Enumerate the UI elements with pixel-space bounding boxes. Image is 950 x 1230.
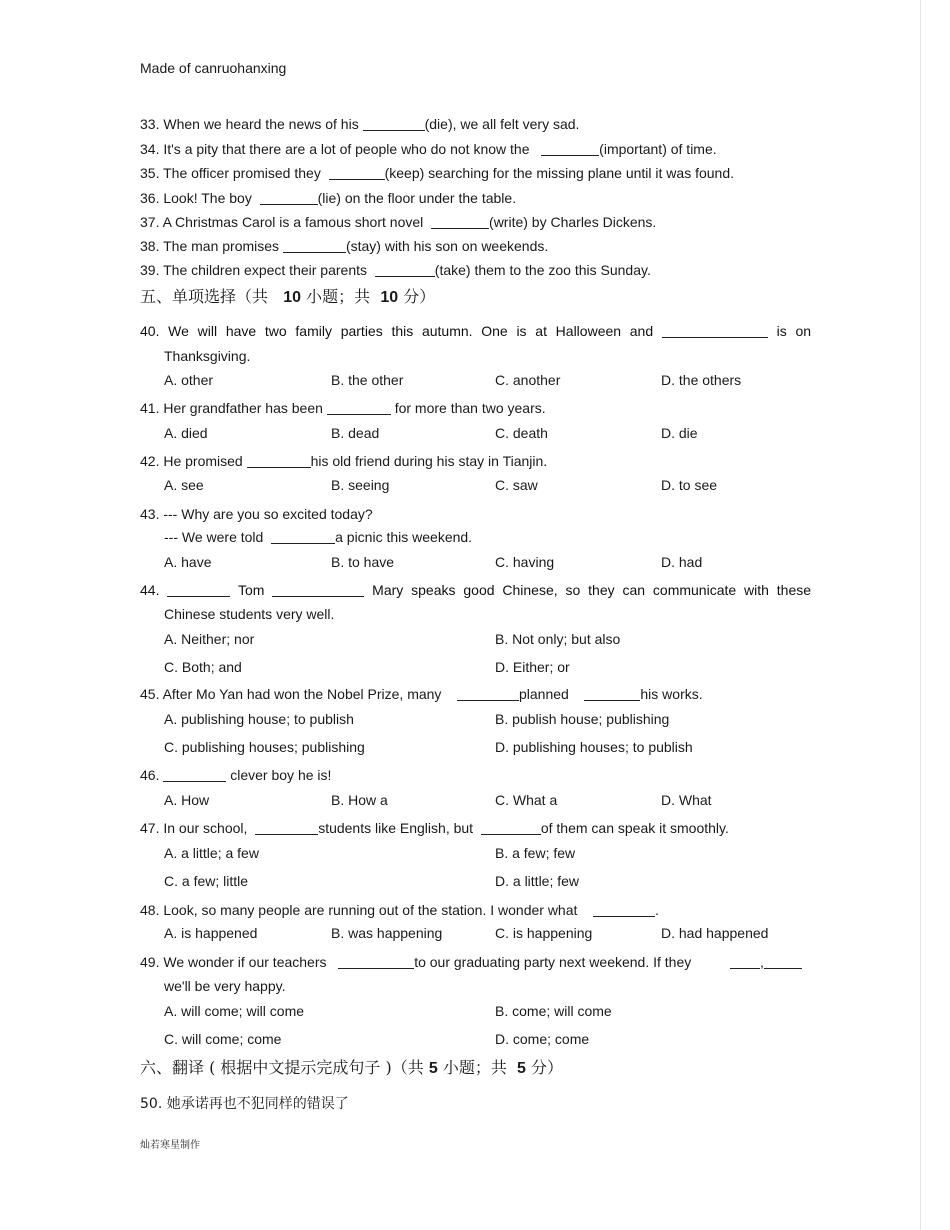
question-43-stem-cont: --- We were told a picnic this weekend.: [164, 529, 473, 545]
answer-blank[interactable]: [730, 954, 760, 969]
question-45-stem: 45. After Mo Yan had won the Nobel Prize, many planned his works.: [140, 686, 703, 702]
answer-blank[interactable]: [584, 686, 640, 701]
option[interactable]: C. is happening: [495, 925, 593, 941]
question-41-stem: 41. Her grandfather has been for more than two years.: [140, 400, 546, 416]
option[interactable]: D. What: [661, 792, 712, 808]
answer-blank[interactable]: [167, 582, 230, 597]
option[interactable]: C. having: [495, 554, 555, 570]
question-47-stem: 47. In our school, students like English, but of them can speak it smoothly.: [140, 820, 729, 836]
option[interactable]: A. other: [164, 372, 214, 388]
option[interactable]: D. the others: [661, 372, 742, 388]
option[interactable]: A. will come; will come: [164, 1003, 305, 1019]
option[interactable]: C. What a: [495, 792, 558, 808]
option[interactable]: C. death: [495, 425, 548, 441]
option[interactable]: D. a little; few: [495, 873, 580, 889]
option[interactable]: D. had: [661, 554, 703, 570]
option[interactable]: A. is happened: [164, 925, 258, 941]
option[interactable]: B. dead: [331, 425, 380, 441]
option[interactable]: B. the other: [331, 372, 404, 388]
answer-blank[interactable]: [283, 238, 346, 253]
answer-blank[interactable]: [375, 262, 435, 277]
option[interactable]: C. a few; little: [164, 873, 249, 889]
fill-item-38: 38. The man promises (stay) with his son on weekends.: [140, 238, 549, 254]
answer-blank[interactable]: [662, 323, 768, 338]
answer-blank[interactable]: [255, 820, 318, 835]
answer-blank[interactable]: [481, 820, 541, 835]
answer-blank[interactable]: [764, 954, 802, 969]
option[interactable]: D. had happened: [661, 925, 769, 941]
question-40-stem: 40. We will have two family parties this autumn. One is at Halloween and is on: [140, 323, 812, 339]
page-footer: 灿若寒星制作: [140, 1140, 200, 1151]
answer-blank[interactable]: [327, 400, 391, 415]
fill-item-37: 37. A Christmas Carol is a famous short novel (write) by Charles Dickens.: [140, 214, 657, 230]
option[interactable]: A. How: [164, 792, 210, 808]
question-40-stem-cont: Thanksgiving.: [164, 348, 251, 364]
option[interactable]: B. seeing: [331, 477, 390, 493]
fill-item-35: 35. The officer promised they (keep) searching for the missing plane until it was found.: [140, 165, 735, 181]
fill-item-39: 39. The children expect their parents (take) them to the zoo this Sunday.: [140, 262, 651, 278]
option[interactable]: D. come; come: [495, 1031, 590, 1047]
question-44-stem: 44. Tom Mary speaks good Chinese, so they can communicate with these: [140, 582, 812, 598]
answer-blank[interactable]: [338, 954, 414, 969]
option[interactable]: D. publishing houses; to publish: [495, 739, 693, 755]
option[interactable]: B. How a: [331, 792, 388, 808]
question-49-second-blank: ,: [730, 953, 802, 971]
option[interactable]: D. die: [661, 425, 698, 441]
option[interactable]: A. died: [164, 425, 208, 441]
option[interactable]: A. a little; a few: [164, 845, 259, 861]
option[interactable]: D. to see: [661, 477, 718, 493]
answer-blank[interactable]: [541, 141, 599, 156]
option[interactable]: C. Both; and: [164, 659, 242, 675]
page-header: Made of canruohanxing: [140, 60, 287, 76]
option[interactable]: C. will come; come: [164, 1031, 282, 1047]
question-50-stem: 50. 她承诺再也不犯同样的错误了: [140, 1096, 349, 1112]
option[interactable]: B. Not only; but also: [495, 631, 621, 647]
answer-blank[interactable]: [272, 582, 364, 597]
option[interactable]: B. was happening: [331, 925, 443, 941]
option[interactable]: B. a few; few: [495, 845, 576, 861]
answer-blank[interactable]: [271, 529, 335, 544]
section-heading-5: 五、单项选择（共 10 小题；共 10 分）: [140, 287, 436, 306]
option[interactable]: C. saw: [495, 477, 538, 493]
option[interactable]: C. publishing houses; publishing: [164, 739, 365, 755]
answer-blank[interactable]: [329, 165, 385, 180]
option[interactable]: B. to have: [331, 554, 395, 570]
section-heading-6: 六、翻译 ( 根据中文提示完成句子 )（共 5 小题；共 5 分）: [140, 1058, 564, 1077]
option[interactable]: D. Either; or: [495, 659, 570, 675]
fill-item-36: 36. Look! The boy (lie) on the floor under the table.: [140, 190, 517, 206]
answer-blank[interactable]: [431, 214, 489, 229]
question-42-stem: 42. He promised his old friend during his stay in Tianjin.: [140, 453, 548, 469]
answer-blank[interactable]: [457, 686, 519, 701]
answer-blank[interactable]: [363, 116, 425, 131]
answer-blank[interactable]: [593, 902, 655, 917]
question-46-stem: 46. clever boy he is!: [140, 767, 332, 783]
option[interactable]: B. publish house; publishing: [495, 711, 670, 727]
option[interactable]: A. publishing house; to publish: [164, 711, 354, 727]
question-44-stem-cont: Chinese students very well.: [164, 606, 335, 622]
page-edge: [920, 0, 921, 1230]
option[interactable]: A. Neither; nor: [164, 631, 255, 647]
question-49-stem: 49. We wonder if our teachers to our graduating party next weekend. If they: [140, 954, 692, 970]
option[interactable]: B. come; will come: [495, 1003, 612, 1019]
fill-item-34: 34. It's a pity that there are a lot of people who do not know the (important) of time.: [140, 141, 717, 157]
question-49-stem-cont: we'll be very happy.: [164, 978, 286, 994]
answer-blank[interactable]: [260, 190, 318, 205]
answer-blank[interactable]: [247, 453, 311, 468]
question-43-stem: 43. --- Why are you so excited today?: [140, 506, 373, 522]
option[interactable]: C. another: [495, 372, 561, 388]
option[interactable]: A. have: [164, 554, 212, 570]
option[interactable]: A. see: [164, 477, 204, 493]
question-48-stem: 48. Look, so many people are running out of the station. I wonder what .: [140, 902, 659, 918]
fill-item-33: 33. When we heard the news of his (die), we all felt very sad.: [140, 116, 580, 132]
answer-blank[interactable]: [163, 767, 226, 782]
